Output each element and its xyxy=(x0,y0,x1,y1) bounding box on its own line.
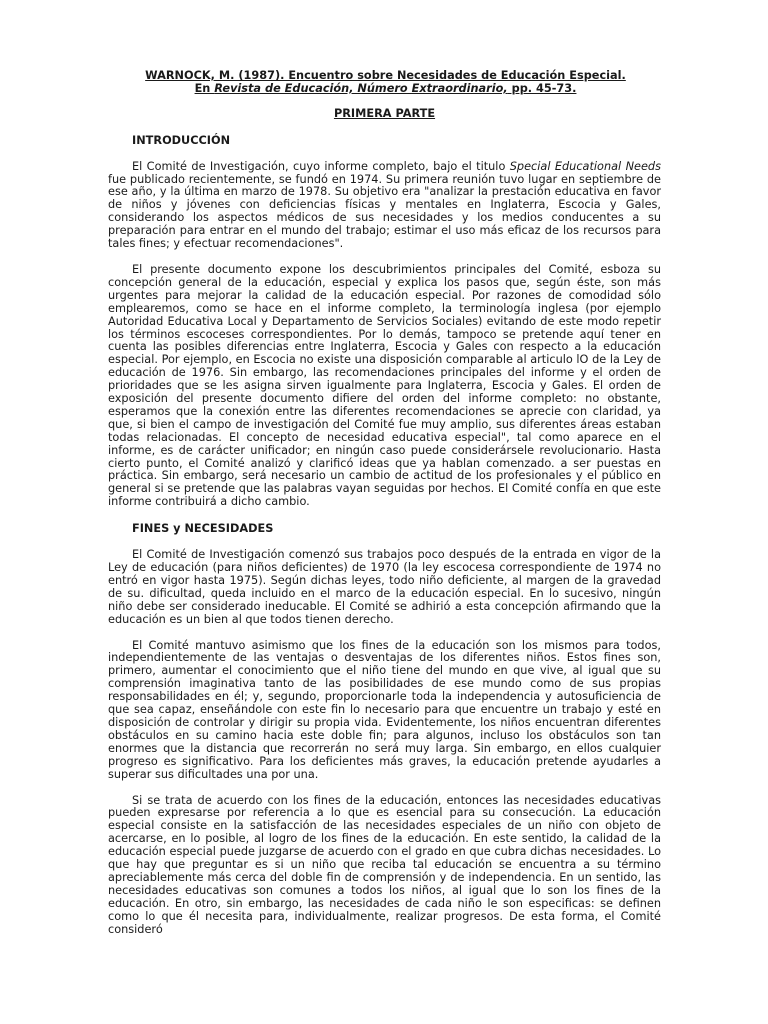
report-title: Special Educational Needs xyxy=(509,159,661,173)
section-title-fines: FINES y NECESIDADES xyxy=(132,522,274,536)
document-page xyxy=(108,70,661,936)
part-title: PRIMERA PARTE xyxy=(333,106,436,120)
paragraph-1 xyxy=(108,161,661,251)
citation-line-1: WARNOCK, M. (1987). Encuentro sobre Necesidades de Educación Especial. xyxy=(145,69,626,82)
paragraph-3: El Comité de Investigación comenzó sus trabajos poco después de la entrada en vigor de la Ley de educación (para niños deficientes) de 1970 (la ley escocesa correspondiente de 1974 no entró en vigor hasta 1975). Según dichas leyes, todo niño deficiente, al margen de la gravedad de su. dificultad, queda incluido en el marco de la educación especial. En lo sucesivo, ningún niño debe ser considerado ineducable. El Comité se adhirió a esta concepción afirmando que la educación es un bien al que todos tienen derecho. xyxy=(108,548,661,626)
paragraph-1-start: El Comité de Investigación, cuyo informe completo, bajo el titulo xyxy=(132,159,510,173)
citation-prefix: En xyxy=(194,81,215,95)
journal-name: Revista de Educación, Número Extraordinario, xyxy=(214,81,508,95)
paragraph-4: El Comité mantuvo asimismo que los fines de la educación son los mismos para todos, independientemente de las ventajas o desventajas de los diferentes niños. Estos fines son, primero, aumentar el conocimiento que el niño tiene del mundo en que vive, al igual que su comprensión imaginativa tanto de las posibilidades de ese mundo como de sus propias responsabilidades en él; y, segundo, proporcionarle toda la independencia y autosuficiencia de que sea capaz, enseñándole con este fin lo necesario para que encuentre un trabajo y esté en disposición de controlar y dirigir su propia vida. Evidentemente, los niños encuentran diferentes obstáculos en su camino hacia este doble fin; para algunos, incluso los obstáculos son tan enormes que la distancia que recorrerán no será muy larga. Sin embargo, en ellos cualquier progreso es significativo. Para los deficientes más graves, la educación pretende ayudarles a superar sus dificultades una por una. xyxy=(108,638,661,781)
paragraph-5: Si se trata de acuerdo con los fines de la educación, entonces las necesidades educativas pueden expresarse por referencia a lo que es esencial para su consecución. La educación especial consiste en la satisfacción de las necesidades especiales de un niño con objeto de acercarse, en lo posible, al logro de los fines de la educación. En este sentido, la calidad de la educación especial puede juzgarse de acuerdo con el grado en que cubra dichas necesidades. Lo que hay que preguntar es si un niño que reciba tal educación se encuentra a su término apreciablemente más cerca del doble fin de comprensión y de independencia. En un sentido, las necesidades educativas son comunes a todos los niños, al igual que lo son los fines de la educación. En otro, sin embargo, las necesidades de cada niño le son especificas: se definen como lo que él necesita para, individualmente, realizar progresos. De esta forma, el Comité consideró xyxy=(108,793,661,936)
paragraph-1-end: fue publicado recientemente, se fundó en 1974. Su primera reunión tuvo lugar en septiembre de ese año, y la última en marzo de 1978. Su objetivo era "analizar la prestación educativa en favor de niños y jóvenes con deficiencias físicas y mentales en Inglaterra, Escocia y Gales, considerando los aspectos médicos de sus necesidades y los medios conducentes a su preparación para entrar en el mundo del trabajo; estimar el uso más eficaz de los recursos para tales fines; y efectuar recomendaciones". xyxy=(108,172,661,251)
citation-line-2 xyxy=(98,83,673,96)
citation-header xyxy=(98,70,673,96)
section-title-introduccion: INTRODUCCIÓN xyxy=(132,133,231,147)
paragraph-2: El presente documento expone los descubrimientos principales del Comité, esboza su concepción general de la educación, especial y explica los pasos que, según éste, son más urgentes para mejorar la calidad de la educación especial. Por razones de comodidad sólo emplearemos, como se hace en el informe completo, la terminología inglesa (por ejemplo Autoridad Educativa Local y Departamento de Servicios Sociales) evitando de este modo repetir los términos escoceses correspondientes. Por lo demás, tampoco se pretende aquí tener en cuenta las posibles diferencias entre Inglaterra, Escocia y Gales con respecto a la educación especial. Por ejemplo, en Escocia no existe una disposición comparable al articulo lO de la Ley de educación de 1976. Sin embargo, las recomendaciones principales del informe y el orden de prioridades que se les asigna sirven igualmente para Inglaterra, Escocia y Gales. El orden de exposición del presente documento difiere del orden del informe completo: no obstante, esperamos que la conexión entre las diferentes recomendaciones se aprecie con claridad, ya que, si bien el campo de investigación del Comité fue muy amplio, sus diferentes áreas estaban todas relacionadas. El concepto de necesidad educativa especial", tal como aparece en el informe, es de carácter unificador; en ningún caso puede considerársele revolucionario. Hasta cierto punto, el Comité analizó y clarificó ideas que ya hablan comenzado. a ser puestas en práctica. Sin embargo, será necesario un cambio de actitud de los profesionales y el público en general si se pretende que las palabras vayan seguidas por hechos. El Comité confía en que este informe contribuirá a dicho cambio. xyxy=(108,262,661,509)
citation-pages: pp. 45-73. xyxy=(507,81,577,95)
